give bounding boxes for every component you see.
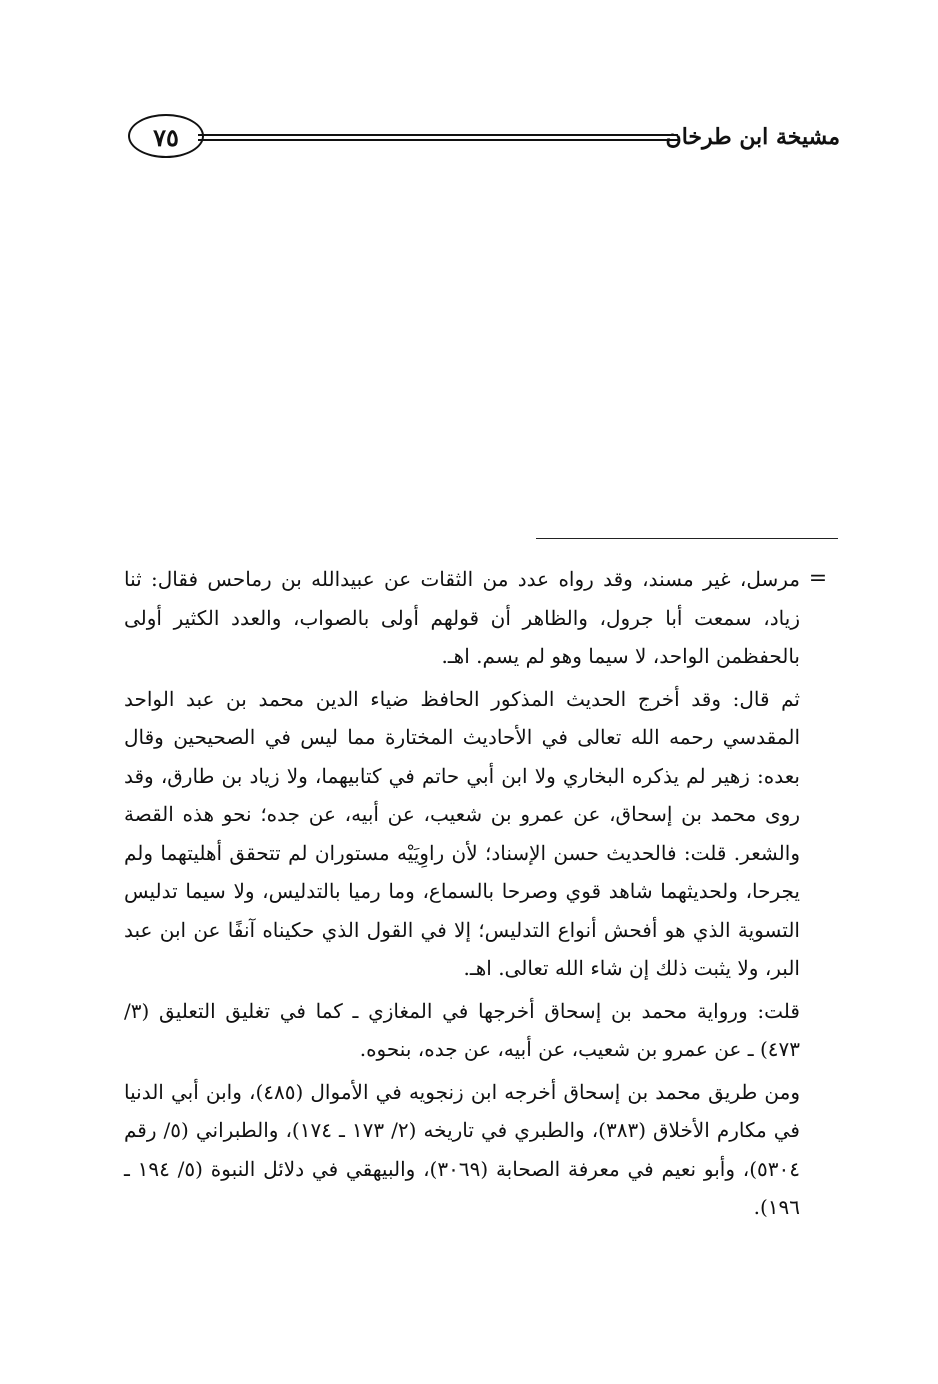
footnotes bbox=[124, 560, 800, 1231]
continuation-mark: = bbox=[808, 566, 828, 591]
footnote-paragraph: مرسل، غير مسند، وقد رواه عدد من الثقات عن عبيدالله بن رماحس فقال: ثنا زياد، سمعت أبا جرول، والظاهر أن قولهم أولى بالصواب، والعدد الكثير أولى بالحفظمن الواحد، لا سيما وهو لم يسم. اهـ. bbox=[124, 567, 800, 668]
running-title: مشيخة ابن طرخان bbox=[665, 124, 840, 150]
header-double-rule bbox=[198, 134, 678, 141]
footnote-paragraph: قلت: ورواية محمد بن إسحاق أخرجها في المغازي ـ كما في تغليق التعليق (٣/ ٤٧٣) ـ عن عمرو بن شعيب، عن أبيه، عن جده، بنحوه. bbox=[124, 998, 800, 1061]
page-header bbox=[118, 112, 840, 168]
footnote-paragraph: ومن طريق محمد بن إسحاق أخرجه ابن زنجويه في الأموال (٤٨٥)، وابن أبي الدنيا في مكارم الأخلاق (٣٨٣)، والطبري في تاريخه (٢/ ١٧٣ ـ ١٧٤)، والطبراني (٥/ رقم ٥٣٠٤)، وأبو نعيم في معرفة الصحابة (٣٠٦٩)، والبيهقي في دلائل النبوة (٥/ ١٩٤ ـ ١٩٦). bbox=[124, 1079, 800, 1219]
footnote-paragraph: ثم قال: وقد أخرج الحديث المذكور الحافظ ضياء الدين محمد بن عبد الواحد المقدسي رحمه الله تعالى في الأحاديث المختارة مما ليس في الصحيحين وقال بعده: زهير لم يذكره البخاري ولا ابن أبي حاتم في كتابيهما، ولا زياد بن طارق، وقد روى محمد بن إسحاق، عن عمرو بن شعيب، عن أبيه، عن جده؛ نحو هذه القصة والشعر. قلت: فالحديث حسن الإسناد؛ لأن راوِيَيْه مستوران لم تتحقق أهليتهما ولم يجرحا، ولحديثهما شاهد قوي وصرحا بالسماع، وما رميا بالتدليس، ولا سيما تدليس التسوية الذي هو أفحش أنواع التدليس؛ إلا في القول الذي حكيناه آنفًا عن ابن عبد البر، ولا يثبت ذلك إن شاء الله تعالى. اهـ. bbox=[124, 686, 801, 980]
page-number: ٧٥ bbox=[128, 114, 204, 158]
footnote-separator bbox=[536, 538, 838, 539]
